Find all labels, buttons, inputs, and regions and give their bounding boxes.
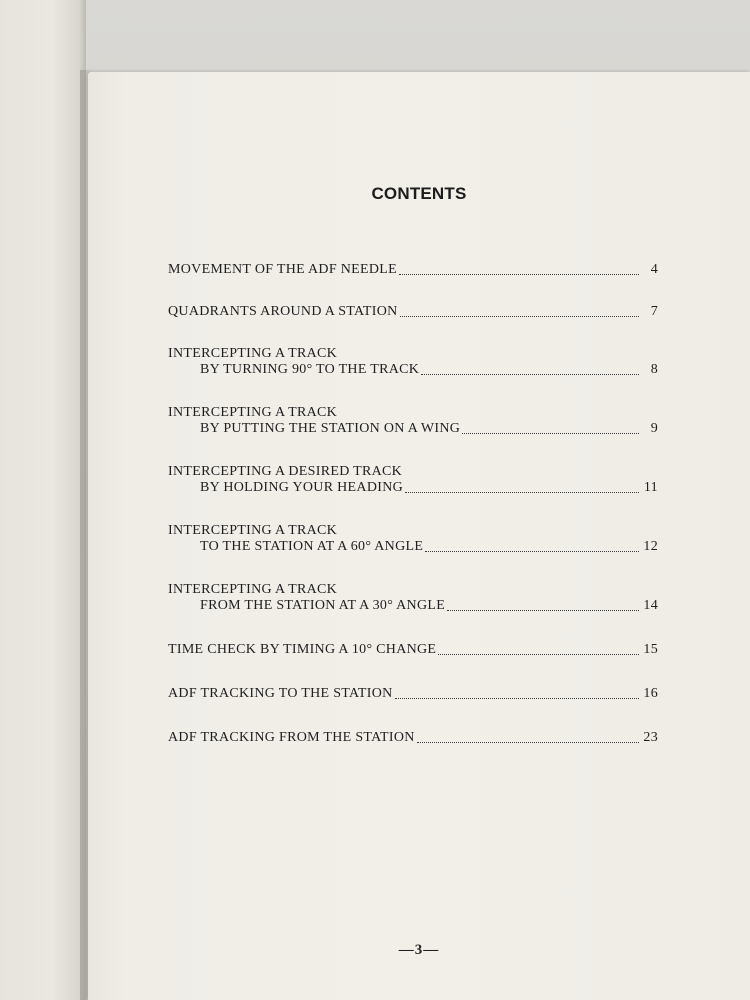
dot-leader [438,654,639,655]
dot-leader [447,610,639,611]
toc-entry-title: BY PUTTING THE STATION ON A WING [200,421,461,436]
toc-entry-title: QUADRANTS AROUND A STATION [168,304,398,319]
left-page-edge [0,0,86,1000]
toc-page-number: 4 [650,262,658,277]
dot-leader [400,316,639,317]
toc-entry-title: BY TURNING 90° TO THE TRACK [200,362,420,377]
dot-leader [399,274,639,275]
dot-leader [395,698,639,699]
toc-entry-heading: INTERCEPTING A DESIRED TRACK [168,464,403,479]
toc-entry-title: MOVEMENT OF THE ADF NEEDLE [168,262,397,277]
toc-entry [168,405,658,437]
toc-entry-heading: INTERCEPTING A TRACK [168,582,338,597]
toc-entry-title: ADF TRACKING FROM THE STATION [168,730,415,745]
toc-entry [168,730,658,746]
toc-entry-heading: INTERCEPTING A TRACK [168,405,338,420]
toc-entry [168,686,658,702]
toc-entry [168,262,658,278]
toc-page-number: 23 [643,730,658,745]
dot-leader [421,374,639,375]
dot-leader [405,492,639,493]
page-title: CONTENTS [371,184,467,203]
toc-entry-title: TIME CHECK BY TIMING A 10° CHANGE [168,642,437,657]
toc-entry [168,642,658,658]
toc-entry-title: BY HOLDING YOUR HEADING [200,480,404,495]
page-number-footer: —3— [398,942,440,958]
toc-entry-title: FROM THE STATION AT A 30° ANGLE [200,598,446,613]
toc-page-number: 9 [650,421,658,436]
toc-page-number: 7 [650,304,658,319]
toc-entry [168,523,658,555]
toc-page-number: 11 [643,480,658,495]
toc-entry [168,346,658,378]
toc-page-number: 14 [643,598,658,613]
toc-entry [168,464,658,496]
toc-page-number: 8 [650,362,658,377]
toc-page-number: 16 [643,686,658,701]
contents-page [88,72,750,1000]
dot-leader [417,742,639,743]
dot-leader [425,551,639,552]
dot-leader [462,433,639,434]
toc-page-number: 15 [643,642,658,657]
toc-page-number: 12 [643,539,658,554]
toc-entry-title: TO THE STATION AT A 60° ANGLE [200,539,424,554]
toc-entry-heading: INTERCEPTING A TRACK [168,523,338,538]
toc-entry-title: ADF TRACKING TO THE STATION [168,686,393,701]
toc-entry-heading: INTERCEPTING A TRACK [168,346,338,361]
toc-entry [168,582,658,614]
toc-entry [168,304,658,320]
